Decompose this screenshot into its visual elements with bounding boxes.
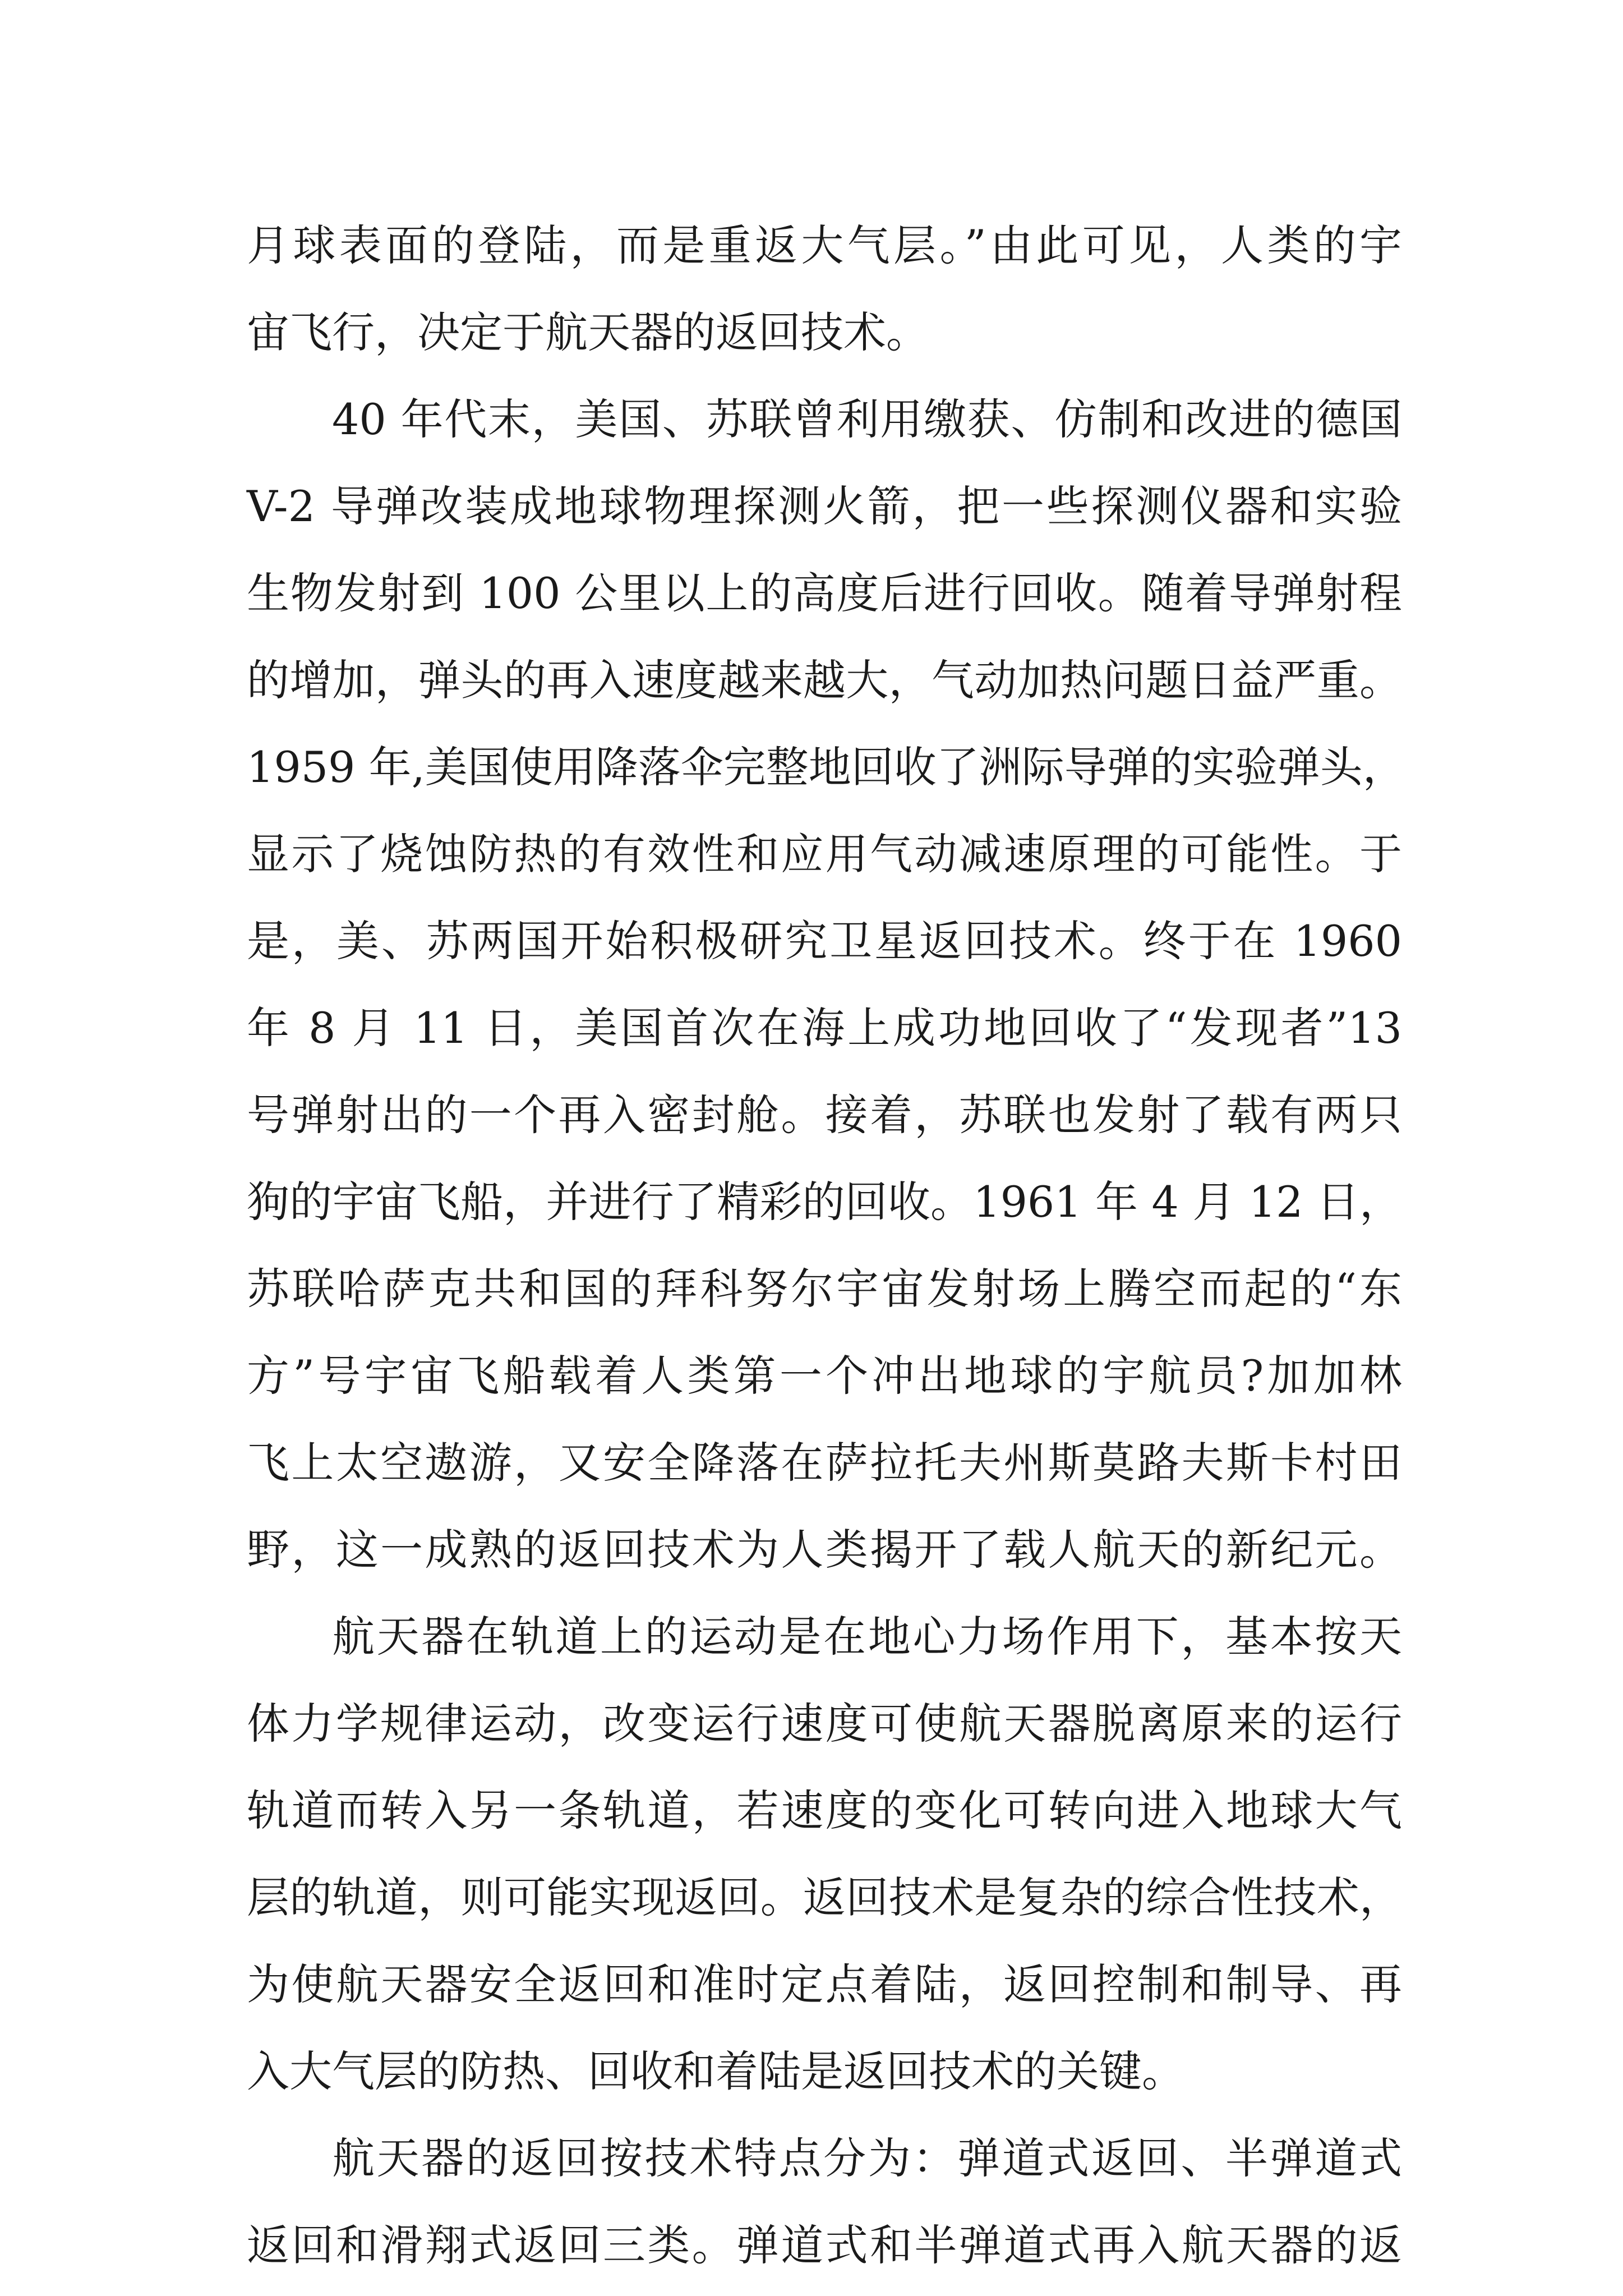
text-line: 轨道而转入另一条轨道，若速度的变化可转向进入地球大气 (247, 1786, 1402, 1835)
paragraph-start-line: 航天器在轨道上的运动是在地心力场作用下，基本按天 (332, 1612, 1402, 1662)
text-line: 层的轨道，则可能实现返回。返回技术是复杂的综合性技术， (247, 1872, 1402, 1922)
text-line: 年 8 月 11 日，美国首次在海上成功地回收了“发现者”13 (247, 1003, 1402, 1053)
text-line: 为使航天器安全返回和准时定点着陆，返回控制和制导、再 (247, 1959, 1402, 2009)
text-line: 方”号宇宙飞船载着人类第一个冲出地球的宇航员?加加林 (247, 1351, 1402, 1401)
text-line: 苏联哈萨克共和国的拜科努尔宇宙发射场上腾空而起的“东 (247, 1264, 1402, 1314)
paragraph-start-line: 航天器的返回按技术特点分为：弹道式返回、半弹道式 (332, 2133, 1402, 2183)
text-line: 号弹射出的一个再入密封舱。接着，苏联也发射了载有两只 (247, 1090, 1402, 1140)
text-line: 返回和滑翔式返回三类。弹道式和半弹道式再入航天器的返 (247, 2220, 1402, 2270)
text-line: 体力学规律运动，改变运行速度可使航天器脱离原来的运行 (247, 1699, 1402, 1749)
text-line: 显示了烧蚀防热的有效性和应用气动减速原理的可能性。于 (247, 829, 1402, 879)
text-line: 入大气层的防热、回收和着陆是返回技术的关键。 (247, 2046, 1184, 2096)
text-line: 狗的宇宙飞船，并进行了精彩的回收。1961 年 4 月 12 日， (247, 1177, 1402, 1227)
text-line: 的增加，弹头的再入速度越来越大，气动加热问题日益严重。 (247, 655, 1402, 705)
text-line: 野，这一成熟的返回技术为人类揭开了载人航天的新纪元。 (247, 1525, 1402, 1575)
paragraph-start-line: 40 年代末，美国、苏联曾利用缴获、仿制和改进的德国 (332, 394, 1402, 444)
text-line: 是，美、苏两国开始积极研究卫星返回技术。终于在 1960 (247, 916, 1402, 966)
text-line: 1959 年,美国使用降落伞完整地回收了洲际导弹的实验弹头， (247, 742, 1405, 792)
text-line: V-2 导弹改装成地球物理探测火箭，把一些探测仪器和实验 (247, 481, 1402, 531)
body-text (247, 202, 1405, 2289)
text-line: 月球表面的登陆，而是重返大气层。”由此可见，人类的宇 (247, 220, 1402, 270)
text-line: 宙飞行，决定于航天器的返回技术。 (247, 307, 929, 357)
text-line: 飞上太空遨游，又安全降落在萨拉托夫州斯莫路夫斯卡村田 (247, 1438, 1402, 1488)
text-line: 生物发射到 100 公里以上的高度后进行回收。随着导弹射程 (247, 568, 1402, 618)
